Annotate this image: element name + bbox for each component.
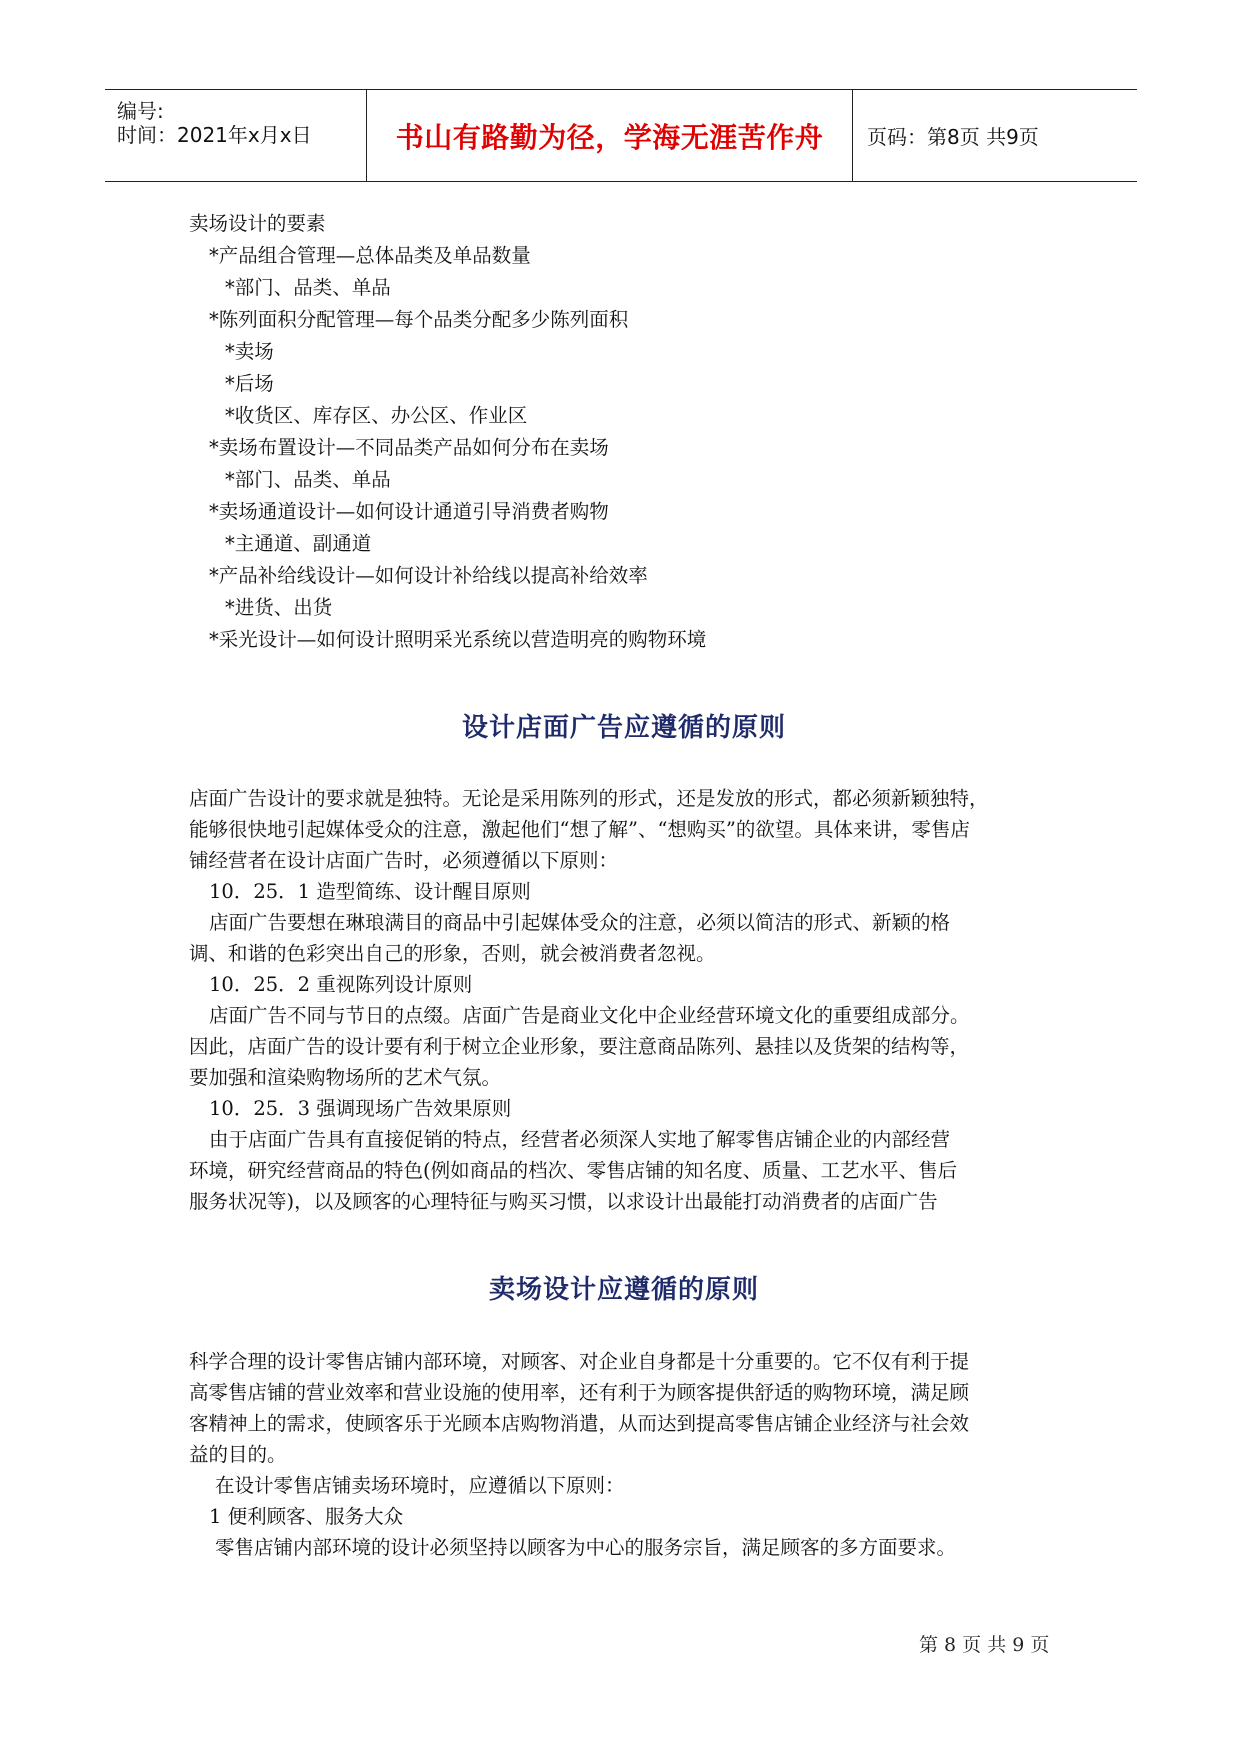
- list-item: *部门、品类、单品: [225, 468, 391, 491]
- paragraph-line: 因此，店面广告的设计要有利于树立企业形象，要注意商品陈列、悬挂以及货架的结构等，: [189, 1035, 970, 1058]
- paragraph-line: 益的目的。: [189, 1443, 287, 1466]
- subsection-title: 10．25．2 重视陈列设计原则: [209, 973, 473, 996]
- list-item: *产品组合管理—总体品类及单品数量: [209, 244, 531, 267]
- section-title: 卖场设计的要素: [189, 212, 326, 235]
- paragraph-line: 店面广告设计的要求就是独特。无论是采用陈列的形式，还是发放的形式，都必须新颖独特，: [189, 787, 989, 810]
- paragraph-line: 店面广告要想在琳琅满目的商品中引起媒体受众的注意，必须以简洁的形式、新颖的格: [209, 911, 951, 934]
- section-heading: 卖场设计应遵循的原则: [488, 1275, 759, 1305]
- paragraph-line: 能够很快地引起媒体受众的注意，激起他们“想了解”、“想购买”的欲望。具体来讲，零售店: [189, 818, 970, 841]
- header-motto: 书山有路勤为径，学海无涯苦作舟: [367, 90, 853, 181]
- list-item: *陈列面积分配管理—每个品类分配多少陈列面积: [209, 308, 629, 331]
- paragraph-line: 环境，研究经营商品的特色(例如商品的档次、零售店铺的知名度、质量、工艺水平、售后: [189, 1159, 958, 1182]
- document-number-label: 编号:: [117, 99, 164, 123]
- list-item: *卖场: [225, 340, 274, 363]
- list-item: *收货区、库存区、办公区、作业区: [225, 404, 528, 427]
- section-heading: 设计店面广告应遵循的原则: [461, 713, 786, 743]
- page-footer: 第 8 页 共 9 页: [919, 1634, 1050, 1656]
- paragraph-line: 铺经营者在设计店面广告时，必须遵循以下原则：: [189, 849, 619, 872]
- paragraph-line: 调、和谐的色彩突出自己的形象，否则，就会被消费者忽视。: [189, 942, 716, 965]
- paragraph-line: 高零售店铺的营业效率和营业设施的使用率，还有利于为顾客提供舒适的购物环境，满足顾: [189, 1381, 970, 1404]
- header-page-number: 页码：第8页 共9页: [867, 125, 1039, 149]
- list-item: *产品补给线设计—如何设计补给线以提高补给效率: [209, 564, 648, 587]
- subsection-title: 1 便利顾客、服务大众: [209, 1505, 404, 1528]
- list-item: *后场: [225, 372, 274, 395]
- paragraph-line: 零售店铺内部环境的设计必须坚持以顾客为中心的服务宗旨，满足顾客的多方面要求。: [215, 1536, 957, 1559]
- paragraph-line: 由于店面广告具有直接促销的特点，经营者必须深人实地了解零售店铺企业的内部经营: [209, 1128, 951, 1151]
- paragraph-line: 客精神上的需求，使顾客乐于光顾本店购物消遣，从而达到提高零售店铺企业经济与社会效: [189, 1412, 970, 1435]
- document-time-label: 时间：2021年x月x日: [117, 123, 312, 147]
- list-item: *进货、出货: [225, 596, 333, 619]
- list-item: *卖场布置设计—不同品类产品如何分布在卖场: [209, 436, 609, 459]
- paragraph-line: 店面广告不同与节日的点缀。店面广告是商业文化中企业经营环境文化的重要组成部分。: [209, 1004, 970, 1027]
- subsection-title: 10．25．3 强调现场广告效果原则: [209, 1097, 512, 1120]
- list-item: *卖场通道设计—如何设计通道引导消费者购物: [209, 500, 609, 523]
- list-item: *主通道、副通道: [225, 532, 372, 555]
- subsection-title: 10．25．1 造型简练、设计醒目原则: [209, 880, 531, 903]
- paragraph-line: 科学合理的设计零售店铺内部环境，对顾客、对企业自身都是十分重要的。它不仅有利于提: [189, 1350, 970, 1373]
- paragraph-line: 要加强和渲染购物场所的艺术气氛。: [189, 1066, 502, 1089]
- page-header: [105, 89, 1137, 182]
- paragraph-line: 服务状况等)，以及顾客的心理特征与购买习惯，以求设计出最能打动消费者的店面广告: [189, 1190, 938, 1213]
- list-item: *部门、品类、单品: [225, 276, 391, 299]
- header-meta: [105, 90, 367, 181]
- list-item: *采光设计—如何设计照明采光系统以营造明亮的购物环境: [209, 628, 707, 651]
- paragraph-line: 在设计零售店铺卖场环境时，应遵循以下原则：: [215, 1474, 625, 1497]
